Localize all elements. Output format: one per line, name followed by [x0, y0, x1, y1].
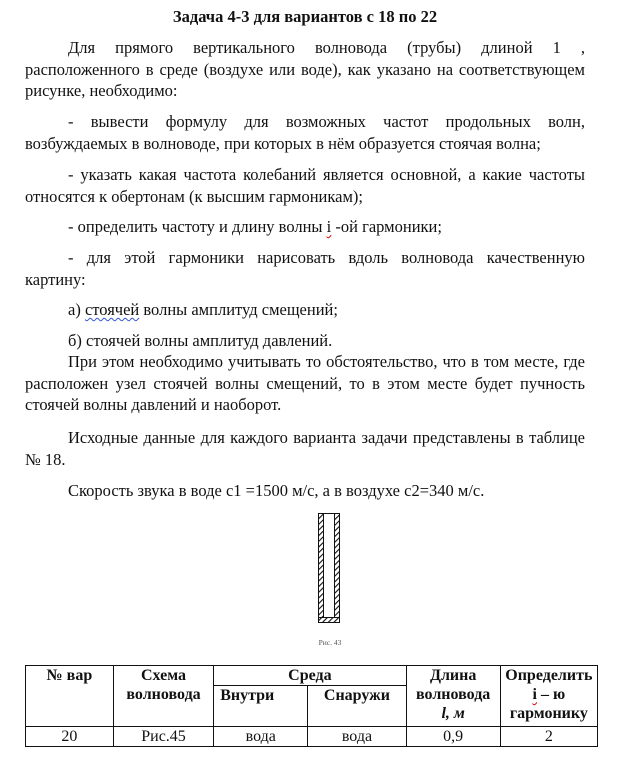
- hatched-tube-icon: [318, 513, 340, 623]
- sub-item-a: [25, 299, 585, 321]
- table-row: [26, 727, 598, 747]
- header-inside: Внутри: [214, 686, 308, 727]
- sub-a-prefix: а): [68, 300, 85, 319]
- header-scheme: [113, 666, 213, 727]
- header-harmonic-line3: гармонику: [509, 705, 588, 722]
- cell-inside: вода: [214, 727, 308, 747]
- harmonic-index-variable: i: [326, 217, 332, 236]
- cell-scheme: Рис.45: [113, 727, 213, 747]
- header-medium: Среда: [214, 666, 406, 686]
- item3-text-before: - определить частоту и длину волны: [68, 217, 327, 236]
- item3-text-after: -ой гармоники;: [331, 217, 442, 236]
- cell-outside: вода: [308, 727, 406, 747]
- figure-caption: Рис. 43: [318, 638, 342, 647]
- header-length-line1: Длина: [429, 667, 477, 684]
- cell-length: 0,9: [406, 727, 500, 747]
- task-title: Задача 4-3 для вариантов с 18 по 22: [172, 7, 438, 26]
- cell-variant: 20: [26, 727, 114, 747]
- header-harmonic-variable: i: [532, 686, 537, 703]
- table-header-row-1: [26, 666, 598, 686]
- intro-paragraph: Для прямого вертикального волновода (трубы) длиной 1 , расположенного в среде (воздухе или воде), как указано на соответствующем рисунке, необходимо:: [25, 38, 585, 100]
- sound-speed-paragraph: Скорость звука в воде c1 =1500 м/с, а в воздухе c2=340 м/с.: [68, 481, 485, 500]
- item-draw-picture: - для этой гармоники нарисовать вдоль волновода качественную картину:: [25, 248, 585, 289]
- sub-item-b: б) стоячей волны амплитуд давлений.: [68, 331, 333, 350]
- tube-bottom: [319, 618, 340, 623]
- sub-a-rest: волны амплитуд смещений;: [139, 300, 338, 319]
- header-length: [406, 666, 500, 727]
- note-paragraph: При этом необходимо учитывать то обстоятельство, что в том месте, где расположен узел стоячей волны смещений, то в этом месте будет пучность стоячей волны давлений и наоборот.: [25, 352, 585, 414]
- header-length-line2: волновода: [416, 686, 491, 703]
- header-outside: Снаружи: [308, 686, 406, 727]
- header-harmonic-line2: – ю: [536, 686, 566, 703]
- item-derive-formula: - вывести формулу для возможных частот продольных волн, возбуждаемых в волноводе, при которых в нём образуется стоячая волна;: [25, 112, 585, 153]
- header-variant: № вар: [26, 666, 114, 727]
- header-length-unit: l, м: [441, 705, 465, 722]
- tube-right-wall: [335, 514, 340, 623]
- header-harmonic-line1: Определить: [505, 667, 593, 684]
- source-data-paragraph: Исходные данные для каждого варианта задачи представлены в таблице № 18.: [25, 428, 585, 469]
- item-harmonic-frequency: [25, 216, 585, 238]
- variant-table: [25, 665, 598, 747]
- tube-left-wall: [319, 514, 324, 623]
- header-scheme-line2: волновода: [126, 686, 201, 703]
- sub-a-underlined-word: стоячей: [84, 300, 140, 319]
- header-scheme-line1: Схема: [140, 667, 187, 684]
- header-harmonic: [500, 666, 597, 727]
- item-fundamental-frequency: - указать какая частота колебаний является основной, а какие частоты относятся к обертонам (к высшим гармоникам);: [25, 165, 585, 206]
- cell-harmonic: 2: [500, 727, 597, 747]
